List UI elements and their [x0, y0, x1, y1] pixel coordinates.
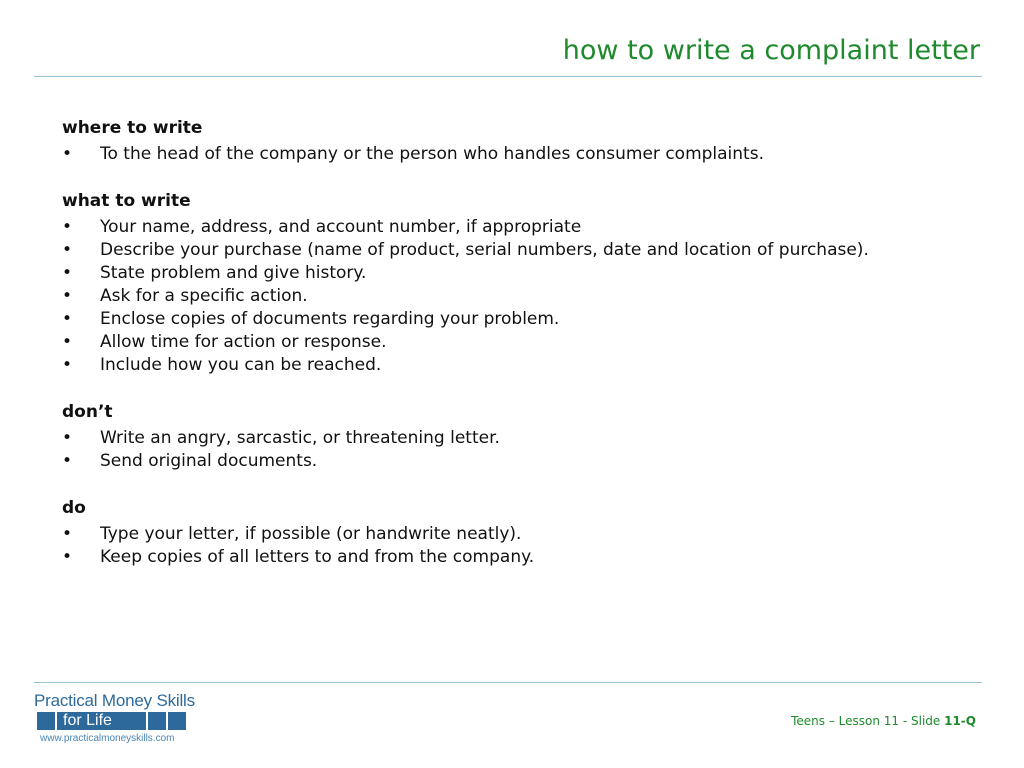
bullet-item — [62, 355, 942, 375]
section-heading: where to write — [62, 118, 203, 138]
logo-url: www.practicalmoneyskills.com — [40, 733, 175, 744]
bullet-dot-icon: • — [62, 309, 73, 329]
bullet-text: Send original documents. — [100, 451, 318, 471]
practical-money-skills-logo — [34, 692, 224, 744]
bullet-dot-icon: • — [62, 217, 73, 237]
bullet-dot-icon: • — [62, 451, 73, 471]
bullet-dot-icon: • — [62, 547, 73, 567]
slide-body — [62, 115, 942, 591]
bullet-text: Write an angry, sarcastic, or threatening letter. — [100, 428, 500, 448]
footer-divider — [34, 682, 982, 683]
bullet-dot-icon: • — [62, 144, 73, 164]
bullet-text: Enclose copies of documents regarding your problem. — [100, 309, 560, 329]
logo-name-text: Practical Money Skills — [34, 691, 195, 710]
section — [62, 399, 942, 471]
bullet-text: Allow time for action or response. — [100, 332, 387, 352]
section — [62, 115, 942, 164]
logo-square — [37, 712, 55, 730]
bullet-dot-icon: • — [62, 240, 73, 260]
bullet-list — [62, 524, 942, 567]
bullet-item — [62, 524, 942, 544]
bullet-item — [62, 217, 942, 237]
bullet-dot-icon: • — [62, 428, 73, 448]
bullet-item — [62, 309, 942, 329]
bullet-text: To the head of the company or the person who handles consumer complaints. — [100, 144, 764, 164]
bullet-dot-icon: • — [62, 355, 73, 375]
footer-label: Teens – Lesson 11 - Slide — [791, 714, 945, 728]
bullet-text: Your name, address, and account number, if appropriate — [100, 217, 582, 237]
logo-square — [168, 712, 186, 730]
bullet-text: Describe your purchase (name of product, serial numbers, date and location of purchase). — [100, 240, 869, 260]
bullet-dot-icon: • — [62, 332, 73, 352]
bullet-text: Include how you can be reached. — [100, 355, 382, 375]
bullet-item — [62, 332, 942, 352]
bullet-text: Type your letter, if possible (or handwrite neatly). — [100, 524, 522, 544]
bullet-item — [62, 144, 942, 164]
bullet-item — [62, 286, 942, 306]
slide-title: how to write a complaint letter — [562, 35, 980, 66]
bullet-dot-icon: • — [62, 263, 73, 283]
bullet-item — [62, 451, 942, 471]
logo-square — [148, 712, 166, 730]
bullet-dot-icon: • — [62, 286, 73, 306]
section-heading: what to write — [62, 191, 191, 211]
section-heading: don’t — [62, 402, 113, 422]
slide-footer — [791, 714, 976, 728]
section — [62, 188, 942, 375]
section-heading: do — [62, 498, 86, 518]
header-divider — [34, 76, 982, 77]
bullet-text: Ask for a specific action. — [100, 286, 308, 306]
bullet-item — [62, 263, 942, 283]
bullet-text: Keep copies of all letters to and from the company. — [100, 547, 535, 567]
bullet-list — [62, 144, 942, 164]
logo-boxes — [34, 712, 224, 732]
bullet-item — [62, 240, 942, 260]
bullet-text: State problem and give history. — [100, 263, 367, 283]
bullet-list — [62, 428, 942, 471]
logo-tagline: for Life — [63, 712, 112, 729]
bullet-list — [62, 217, 942, 375]
slide-number: 11-Q — [944, 714, 976, 728]
bullet-dot-icon: • — [62, 524, 73, 544]
bullet-item — [62, 428, 942, 448]
section — [62, 495, 942, 567]
bullet-item — [62, 547, 942, 567]
